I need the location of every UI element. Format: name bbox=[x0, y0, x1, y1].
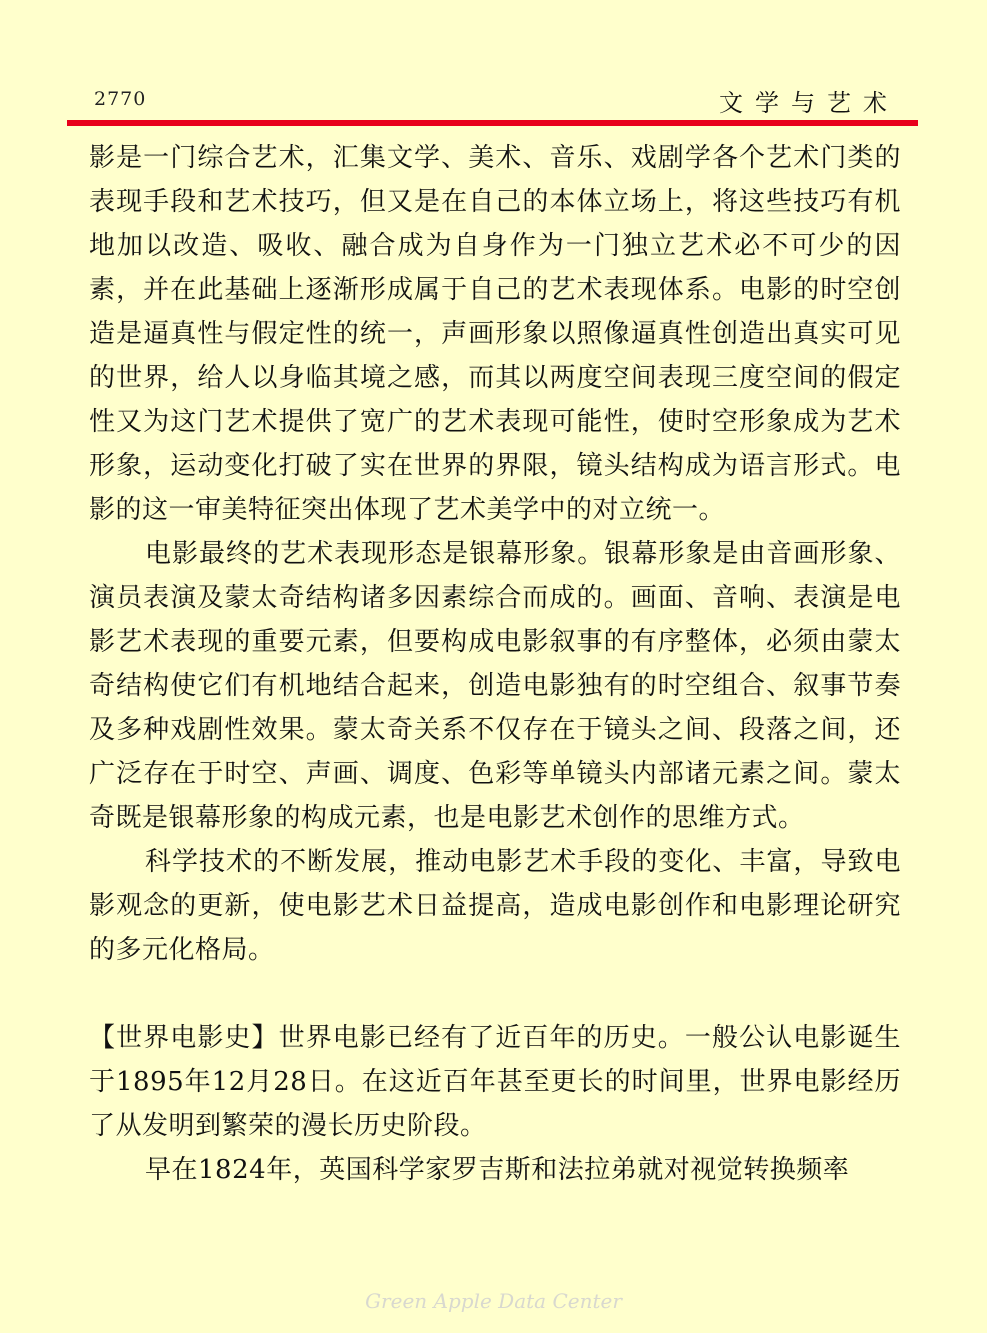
last-text-b: 年，英国科学家罗吉斯和法拉弟就对视觉转换频率 bbox=[266, 1155, 850, 1185]
entry-month: 12 bbox=[211, 1067, 246, 1097]
entry-heading: 【世界电影史】 bbox=[89, 1023, 279, 1053]
entry-text-b: 年 bbox=[184, 1067, 212, 1097]
entry-day: 28 bbox=[273, 1067, 308, 1097]
paragraph-2: 电影最终的艺术表现形态是银幕形象。银幕形象是由音画形象、演员表演及蒙太奇结构诸多因素综合而成的。画面、音响、表演是电影艺术表现的重要元素，但要构成电影叙事的有序整体，必须由蒙太奇结构使它们有机地结合起来，创造电影独有的时空组合、叙事节奏及多种戏剧性效果。蒙太奇关系不仅存在于镜头之间、段落之间，还广泛存在于时空、声画、调度、色彩等单镜头内部诸元素之间。蒙太奇既是银幕形象的构成元素，也是电影艺术创作的思维方式。 bbox=[89, 539, 901, 833]
entry-text-a: 世界电影已经有了近百年的历史。一般公认电影诞生于 bbox=[89, 1023, 901, 1097]
paragraph-3: 科学技术的不断发展，推动电影艺术手段的变化、丰富，导致电影观念的更新，使电影艺术日益提高，造成电影创作和电影理论研究的多元化格局。 bbox=[89, 847, 901, 965]
last-year: 1824 bbox=[198, 1155, 267, 1185]
last-text-a: 早在 bbox=[145, 1155, 199, 1185]
entry-text-c: 月 bbox=[245, 1067, 274, 1097]
entry-paragraph bbox=[89, 1016, 901, 1148]
entry-text-d: 日。在这近百年甚至更长的时间里，世界电影经历了从发明到繁荣的漫长历史阶段。 bbox=[89, 1067, 901, 1141]
section-gap bbox=[89, 972, 901, 1016]
paragraph-1: 影是一门综合艺术，汇集文学、美术、音乐、戏剧学各个艺术门类的表现手段和艺术技巧，但又是在自己的本体立场上，将这些技巧有机地加以改造、吸收、融合成为自身作为一门独立艺术必不可少的因素，并在此基础上逐渐形成属于自己的艺术表现体系。电影的时空创造是逼真性与假定性的统一，声画形象以照像逼真性创造出真实可见的世界，给人以身临其境之感，而其以两度空间表现三度空间的假定性又为这门艺术提供了宽广的艺术表现可能性，使时空形象成为艺术形象，运动变化打破了实在世界的界限，镜头结构成为语言形式。电影的这一审美特征突出体现了艺术美学中的对立统一。 bbox=[89, 143, 901, 525]
body-text bbox=[89, 136, 901, 1192]
entry-year: 1895 bbox=[116, 1067, 185, 1097]
running-title: 文学与艺术 bbox=[719, 89, 899, 117]
last-paragraph bbox=[89, 1148, 901, 1192]
header-rule bbox=[67, 120, 918, 126]
watermark: Green Apple Data Center bbox=[365, 1289, 622, 1313]
page-number: 2770 bbox=[94, 88, 147, 110]
